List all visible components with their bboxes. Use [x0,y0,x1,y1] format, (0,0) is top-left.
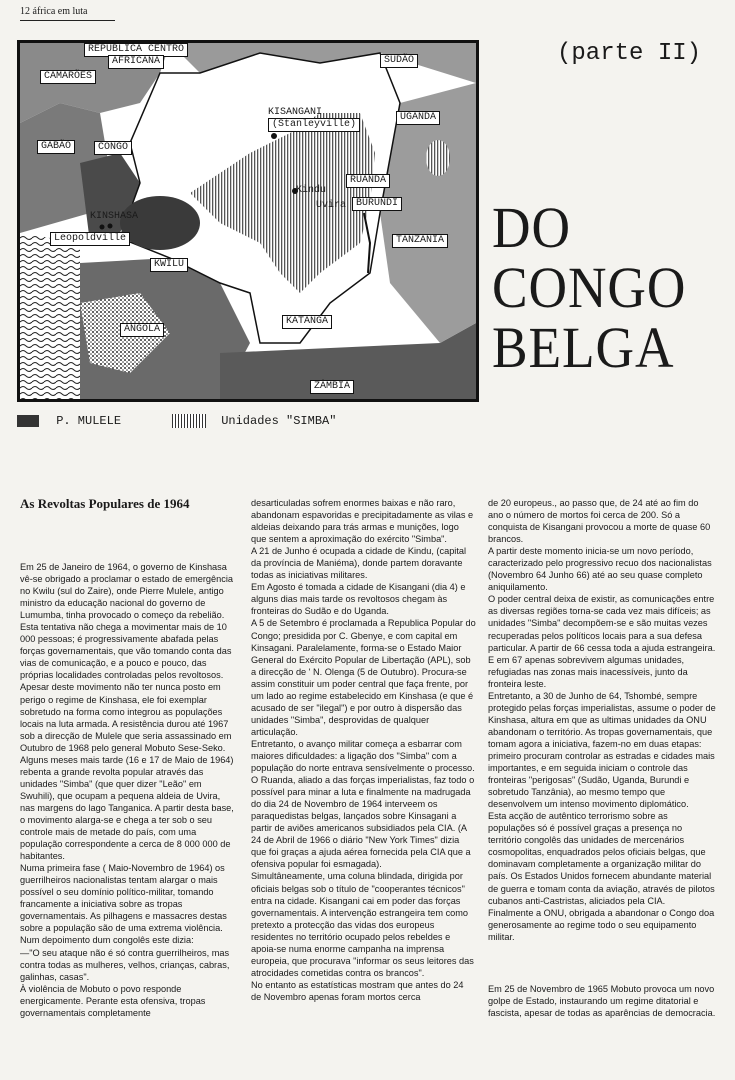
legend-mulele-swatch [17,415,39,427]
paragraph: Numa primeira fase ( Maio-Novembro de 1964) os guerrilheiros nacionalistas tentam alargar o mais possível o seu domínio político-militar, tomando francamente a iniciativa sobre as tropas governamentais. As pilhagens e massacres destas sobre a população são de uma extrema violência. Num depoimento dum congolês este dizia: [20,863,227,946]
paragraph: Alguns meses mais tarde (16 e 17 de Maio de 1964) rebenta a grande revolta popular através das unidades "Simba" (que quer dizer "Leão" em Swuhili), que ocupam a pequena aldeia de Uvira, nas margens do lago Tanganica. A partir desta base, o movimento alarga-se e chega a ter sob o seu controle mais de metade do país, com uma população correspondente a cerca de 8 000 000 de habitantes. [20,754,234,862]
header-rule [20,20,115,21]
paragraph: Esta tentativa não chega a movimentar mais de 10 000 pessoas; é progressivamente abafada pelas forças governamentais, que vão tomando conta das vias de comunicação, e a pouco e pouco, das próprias localidades controladas pelos revoltosos. [20,622,232,681]
kinshasa-dot [100,225,105,230]
lake-victoria [426,140,450,176]
paragraph: Apesar deste movimento não ter nunca posto em perigo o regime de Kinshasa, ele foi exemplar sobretudo na forma como integrou as populações locais na luta armada. A resistência durou até 1967 sob a direcção de Mulele que seria assassinado em Outubro de 1968 pelo general Mobuto Sese-Seko. [20,682,232,753]
map-label-tanzania: TANZANIA [392,234,448,248]
paragraph: A 5 de Setembro é proclamada a Republica Popular do Congo; presidida por C. Gbenye, e com capital em Kinsagani. Paralelamente, forma-se o Estado Maior General do Exército Popular de Libertação (APL), sob a direcção de ' N. Olenga (5 de Outubro). Procura-se assim constituir um poder central que faça frente, por um lado ao regime estabelecido em Kinshasa (e que é acusado de ser "ilegal") e por outro à dispersão das unidades "Simba", desprovidas de qualquer articulação. [251,618,476,737]
paragraph: A 21 de Junho é ocupada a cidade de Kindu, (capital da província de Maniéma), donde partem doravante todas as iniciativas militares. [251,546,467,581]
paragraph: Em Agosto é tomada a cidade de Kisangani (dia 4) e alguns dias mais tarde os revoltosos chegam às fronteiras do Sudão e do Uganda. [251,582,466,617]
headline-line2: CONGO [492,255,687,320]
map-label-angola: ANGOLA [120,323,164,337]
headline-line3: BELGA [492,315,675,380]
map-drawing [20,43,476,399]
column-1 [20,561,235,1019]
paragraph: Entretanto, o avanço militar começa a esbarrar com maiores dificuldades: a ligação dos "Simba" com a população do norte entrava sensívelmente o processo. O Ruanda, aliado a das forças imperialistas, faz todo o possível para minar a luta e finalmente na madrugada do dia 24 de Novembro de 1964 interveem os paraquedistas belgas, lançados sobre Kinsagani a partir de aviões americanos subsidiados pela CIA. (A 24 de Abril de 1966 o diário "New York Times" dizia que foi graças a ajuda aérea fornecida pela CIA que a ofensiva popular foi esmagada). [251,738,475,870]
subtitle: (parte II) [557,40,702,67]
map-label-uvira: Uvira [316,200,347,211]
leopoldville-dot [108,224,113,229]
legend-mulele-label: P. MULELE [56,414,122,428]
map-label-sudao: SUDÃO [380,54,418,68]
paragraph: Em 25 de Novembro de 1965 Mobuto provoca um novo golpe de Estado, instaurando um regime ditatorial e fascista, apesar de todas as aparências de democracia. [488,983,716,1018]
headline [492,195,687,380]
legend-simba-label: Unidades "SIMBA" [221,414,337,429]
map-label-gabao: GABÃO [37,140,75,154]
column-3 [488,497,716,1019]
map-label-kinshasa: KINSHASA [90,211,139,222]
legend-mulele [17,414,121,428]
legend-simba [172,414,336,428]
map-label-burundi: BURUNDI [352,197,402,211]
column-2 [251,497,476,1003]
legend-simba-swatch [172,414,206,428]
map-label-uganda: UGANDA [396,111,440,125]
map-label-ruanda: RUANDA [346,174,390,188]
section-heading: As Revoltas Populares de 1964 [20,496,190,511]
paragraph: Entretanto, a 30 de Junho de 64, Tshombé, sempre protegido pelas forças imperialistas, assume o poder de Kinshasa, altura em que as ultimas unidades da ONU abandonam o território. As tropas governamentais, que tomam agora a iniciativa, fazem-no em duas etapas: primeiro procuram controlar as estradas e cidades mais importantes, e em seguida iniciam o controle das fronteiras "perigosas" (Sudão, Uganda, Burundi e sobretudo Tanzânia), ao mesmo tempo que desenvolvem um intenso movimento diplomático. [488,690,716,810]
paragraph: O poder central deixa de existir, as comunicações entre as diversas regiões torna-se cada vez mais difíceis; as unidades "Simba" decompõem-se e são muitas vezes recuperadas pelos políticos locais para a sua defesa particular. A partir de 66 cessa toda a ajuda estrangeira. E em 67 apenas sobrevivem algumas unidades, refugiadas nas zonas mais inacessíveis, junto da fronteira leste. [488,594,716,689]
paragraph: de 20 europeus., ao passo que, de 24 até ao fim do ano o número de mortos foi cerca de 200. Só a conquista de Kisangani provocou a morte de quase 60 brancos. [488,498,711,545]
map-label-zambia: ZÂMBIA [310,380,354,394]
paragraph: Em 25 de Janeiro de 1964, o governo de Kinshasa vê-se obrigado a proclamar o estado de emergência no Kwilu (sul do Zaire), onde Pierre Mulele, antigo ministro da educação nacional do governo de Lumumba, tinha provocado o começo da rebelião. [20,562,233,621]
paragraph-gap [488,943,716,983]
map-label-rca: REPÚBLICA CENTRO [84,43,188,57]
paragraph: —"O seu ataque não é só contra guerrilheiros, mas contra todas as mulheres, velhos, crianças, cabras, galinhas, casas". [20,947,230,982]
map [17,40,479,402]
paragraph: Finalmente a ONU, obrigada a abandonar o Congo doa generosamente ao regime todo o seu equipamento militar. [488,907,715,942]
map-label-kindu: Kindu [296,185,327,196]
headline-line1: DO [492,195,571,260]
paragraph: A partir deste momento inicia-se um novo período, caracterizado pelo progressivo recuo dos nacionalistas (Novembro 64 Junho 66) até ao seu quase completo aniquilamento. [488,546,712,593]
page-header: 12 áfrica em luta [20,6,88,17]
map-label-kwilu: KWILU [150,258,188,272]
kisangani-dot [271,133,277,139]
map-label-rca2: AFRICANA [108,55,164,69]
paragraph: Esta acção de autêntico terrorismo sobre as populações só é possível graças a presença no território congolês das unidades de mercenários cosmopolitas, enquadrados pelos oficiais belgas, que dominavam completamente a organização militar do país. Os Estados Unidos fornecem abundante material de guerra e tomam conta da aviação, através de pilotos cubanos anti-Castristas, aliciados pela CIA. [488,811,715,906]
paragraph: desarticuladas sofrem enormes baixas e não raro, abandonam espavoridas e precipitadamente as vilas e aldeias deixando para trás armas e munições, logo que sentem a aproximação do exército "Simba". [251,498,474,545]
paragraph: Simultâneamente, uma coluna blindada, dirigida por oficiais belgas sob o título de "cooperantes técnicos" entra na cidade. Kisangani cai em poder das forças governamentais. A intervenção estrangeira tem como pretexto a protecção das vidas dos europeus residentes no território ocupado pelos rebeldes e apoia-se numa enorme campanha na imprensa europeia, que procurava "informar os seus leitores das atrocidades cometidas contra os brancos". [251,871,474,978]
paragraph: À violência de Mobuto o povo responde energicamente. Perante esta ofensiva, tropas governamentais completamente [20,983,206,1018]
paragraph: No entanto as estatísticas mostram que antes do 24 de Novembro apenas foram mortos cerca [251,979,464,1002]
map-label-congo: CONGO [94,141,132,155]
map-label-stanleyville: (Stanleyville) [268,118,360,132]
map-label-leopoldville: Leopoldville [50,232,130,246]
map-label-kisangani: KISANGANI [268,107,323,118]
map-label-katanga: KATANGA [282,315,332,329]
map-label-cameroes: CAMARÕES [40,70,96,84]
mulele-zone [120,196,200,250]
ocean [20,233,80,399]
